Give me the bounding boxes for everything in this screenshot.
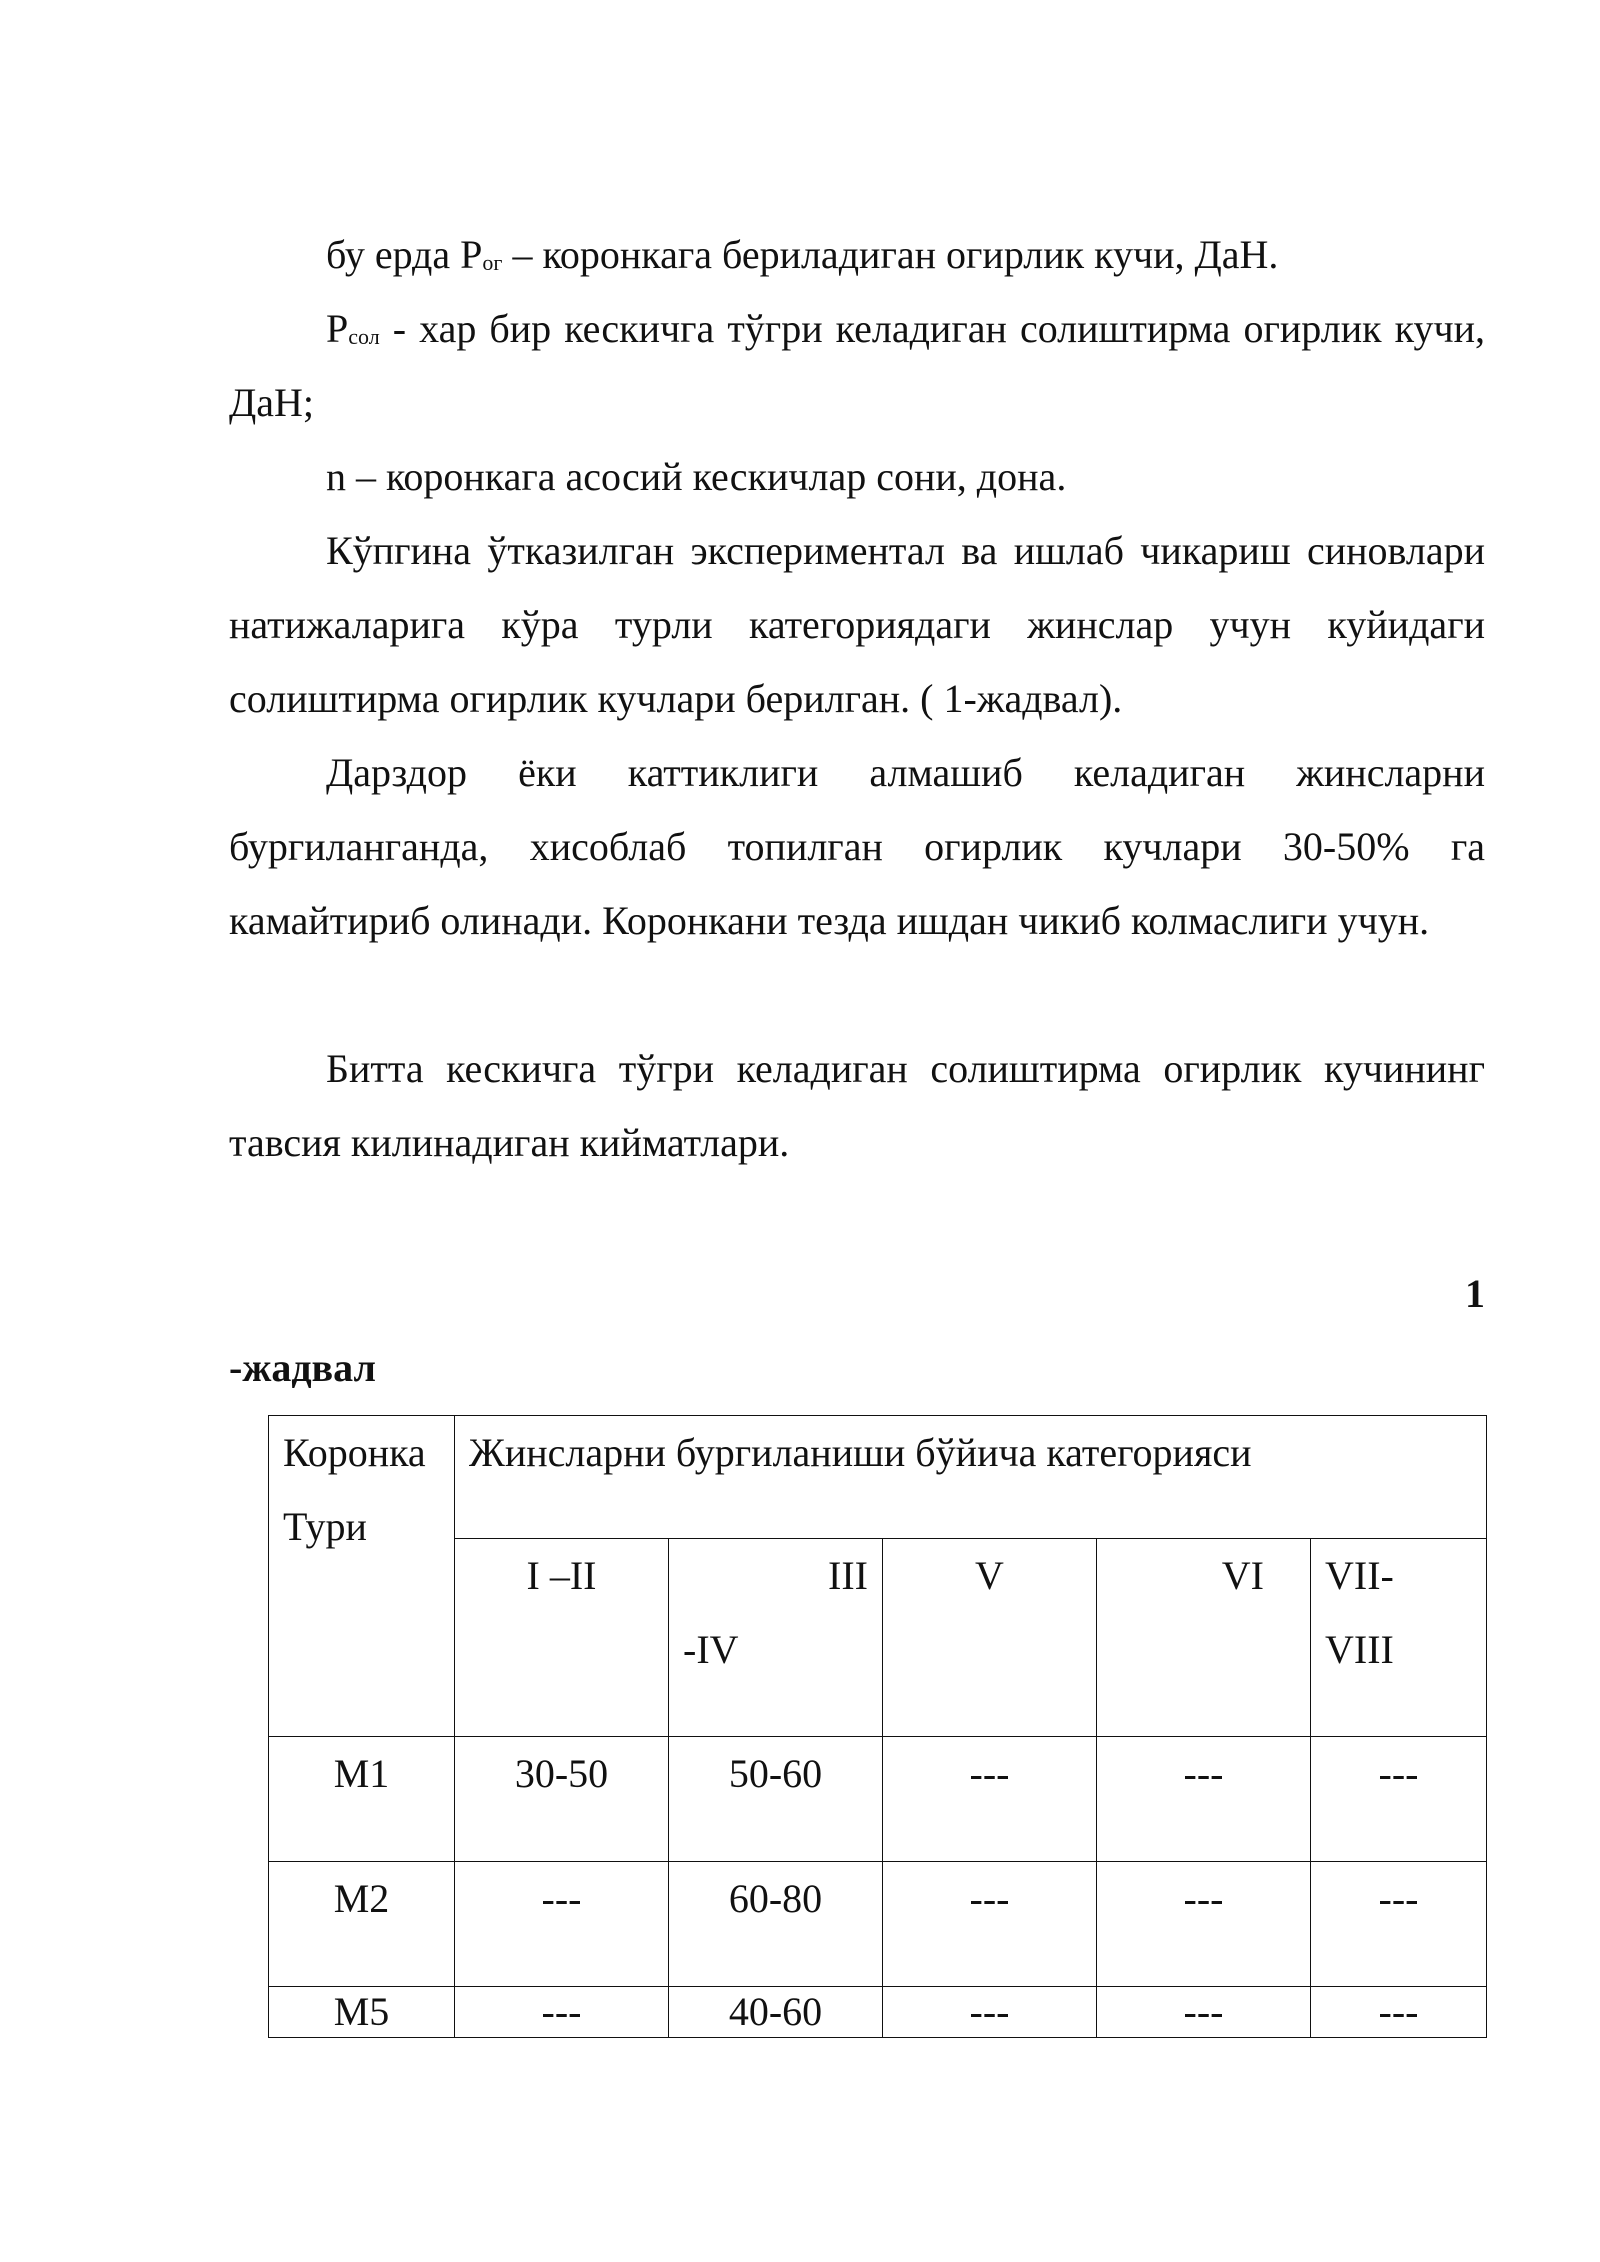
row-value: --- — [1311, 1987, 1487, 2038]
header-category-3: V — [883, 1539, 1097, 1737]
row-value: --- — [1097, 1987, 1311, 2038]
row-value: --- — [1311, 1737, 1487, 1862]
header-category-5 — [1311, 1539, 1487, 1737]
subscript: ог — [482, 250, 503, 275]
row-type: M2 — [269, 1862, 455, 1987]
row-value: 30-50 — [455, 1737, 669, 1862]
row-value: 50-60 — [669, 1737, 883, 1862]
row-value: 60-80 — [669, 1862, 883, 1987]
row-value: --- — [455, 1987, 669, 2038]
row-type: M5 — [269, 1987, 455, 2038]
paragraph-n: n – коронкага асосий кескичлар сони, дона. — [326, 454, 1067, 499]
table-header-row — [269, 1416, 1487, 1539]
table-row — [269, 1862, 1487, 1987]
header-crown-type-line1: Коронка — [283, 1430, 426, 1475]
header-crown-type-line2: Тури — [283, 1504, 367, 1549]
header-category-2-line2: -IV — [683, 1627, 739, 1672]
header-category-1: I –II — [455, 1539, 669, 1737]
header-category-4: VI — [1097, 1539, 1311, 1737]
table-row — [269, 1987, 1487, 2038]
text-run: - хар бир кескичга тўгри келадиган солиштирма огирлик кучи, ДаН; — [229, 306, 1485, 425]
paragraph-experiments: Кўпгина ўтказилган экспериментал ва ишлаб чикариш синовлари натижаларига кўра турли категориядаги жинслар учун куйидаги солиштирма огирлик кучлари берилган. ( 1-жадвал). — [229, 528, 1485, 721]
paragraph-recommended-values: Битта кескичга тўгри келадиган солиштирма огирлик кучининг тавсия килинадиган кийматлари. — [229, 1046, 1485, 1165]
row-value: --- — [1097, 1737, 1311, 1862]
header-category-5-line2: VIII — [1325, 1627, 1394, 1672]
header-category-5-line1: VII- — [1325, 1553, 1394, 1598]
header-category-group: Жинсларни бургиланиши бўйича категорияси — [455, 1416, 1487, 1539]
row-value: --- — [883, 1737, 1097, 1862]
row-value: --- — [883, 1987, 1097, 2038]
row-value: --- — [883, 1862, 1097, 1987]
row-value: --- — [1097, 1862, 1311, 1987]
paragraph-fractured-rocks: Дарздор ёки каттиклиги алмашиб келадиган жинсларни бургиланганда, хисоблаб топилган огирлик кучлари 30-50% га камайтириб олинади. Коронкани тезда ишдан чикиб колмаслиги учун. — [229, 750, 1485, 943]
subscript: сол — [348, 324, 380, 349]
header-crown-type — [269, 1416, 455, 1737]
text-run: – коронкага бериладиган огирлик кучи, ДаН. — [502, 232, 1279, 277]
row-type: M1 — [269, 1737, 455, 1862]
paragraph-where — [229, 218, 1485, 292]
load-table — [268, 1415, 1487, 2038]
table-caption-word: -жадвал — [229, 1345, 376, 1390]
text-run: P — [326, 306, 349, 351]
row-value: --- — [1311, 1862, 1487, 1987]
text-run: бу ерда P — [326, 232, 483, 277]
table-row — [269, 1737, 1487, 1862]
header-category-2 — [669, 1539, 883, 1737]
paragraph-p-sol — [229, 292, 1485, 440]
header-category-2-line1: III — [828, 1553, 868, 1598]
table-caption-number: 1 — [1465, 1271, 1485, 1316]
row-value: --- — [455, 1862, 669, 1987]
row-value: 40-60 — [669, 1987, 883, 2038]
